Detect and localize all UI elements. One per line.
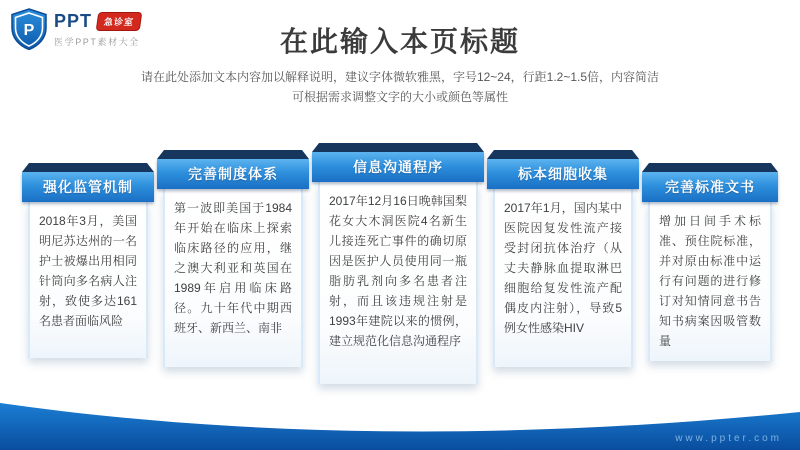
card-standard-documents xyxy=(648,163,772,361)
card-body: 2017年12月16日晚韩国梨花女大木洞医院4名新生儿接连死亡事件的确切原因是医护人员使用同一瓶脂肪乳剂向多名患者注射，而且该违规注射是1993年建院以来的惯例，建立规范化信息沟通程序 xyxy=(318,182,478,384)
subtitle-line-2: 可根据需求调整文字的大小或颜色等属性 xyxy=(291,89,508,104)
page-title: 在此输入本页标题 xyxy=(279,26,520,57)
card-title: 强化监管机制 xyxy=(22,172,154,202)
card-body: 第一波即美国于1984年开始在临床上探索临床路径的应用，继之澳大利亚和英国在1989年启用临床路径。九十年代中期西班牙、新西兰、南非 xyxy=(163,189,303,367)
card-strengthen-supervision xyxy=(28,163,148,358)
card-title: 完善标准文书 xyxy=(642,172,778,202)
brand-name: PPT xyxy=(54,10,93,31)
subtitle-line-1: 请在此处添加文本内容加以解释说明，建议字体微软雅黑，字号12~24，行距1.2~1.5倍，内容简洁 xyxy=(140,70,660,84)
card-body: 增加日间手术标准、预住院标准，并对原由标准中运 行有问题的进行修订对知情同意书告知书病案因吸管数量 xyxy=(648,202,772,361)
footer-url: www.ppter.com xyxy=(675,433,782,444)
title-block xyxy=(0,20,800,108)
card-row xyxy=(0,143,800,384)
ribbon-fold xyxy=(642,163,778,172)
card-information-communication xyxy=(318,143,478,384)
card-title: 标本细胞收集 xyxy=(487,159,639,189)
svg-text:P: P xyxy=(23,22,35,39)
card-title: 完善制度体系 xyxy=(157,159,309,189)
page-subtitle xyxy=(0,68,800,108)
card-body: 2017年1月，国内某中医院因复发性流产接受封闭抗体治疗（从丈夫静脉血提取淋巴细胞给复发性流产配偶皮内注射），导致5例女性感染HIV xyxy=(493,189,633,367)
card-body: 2018年3月，美国明尼苏达州的一名护士被爆出用相同针筒向多名病人注射，致使多达161名患者面临风险 xyxy=(28,202,148,358)
ribbon-fold xyxy=(312,143,484,152)
ribbon-fold xyxy=(22,163,154,172)
ribbon-fold xyxy=(487,150,639,159)
brand-badge: 急诊室 xyxy=(96,12,143,31)
card-title: 信息沟通程序 xyxy=(312,152,484,182)
card-improve-system xyxy=(163,150,303,367)
card-specimen-collection xyxy=(493,150,633,367)
brand-tagline: 医学PPT素材大全 xyxy=(54,36,140,47)
ribbon-fold xyxy=(157,150,309,159)
